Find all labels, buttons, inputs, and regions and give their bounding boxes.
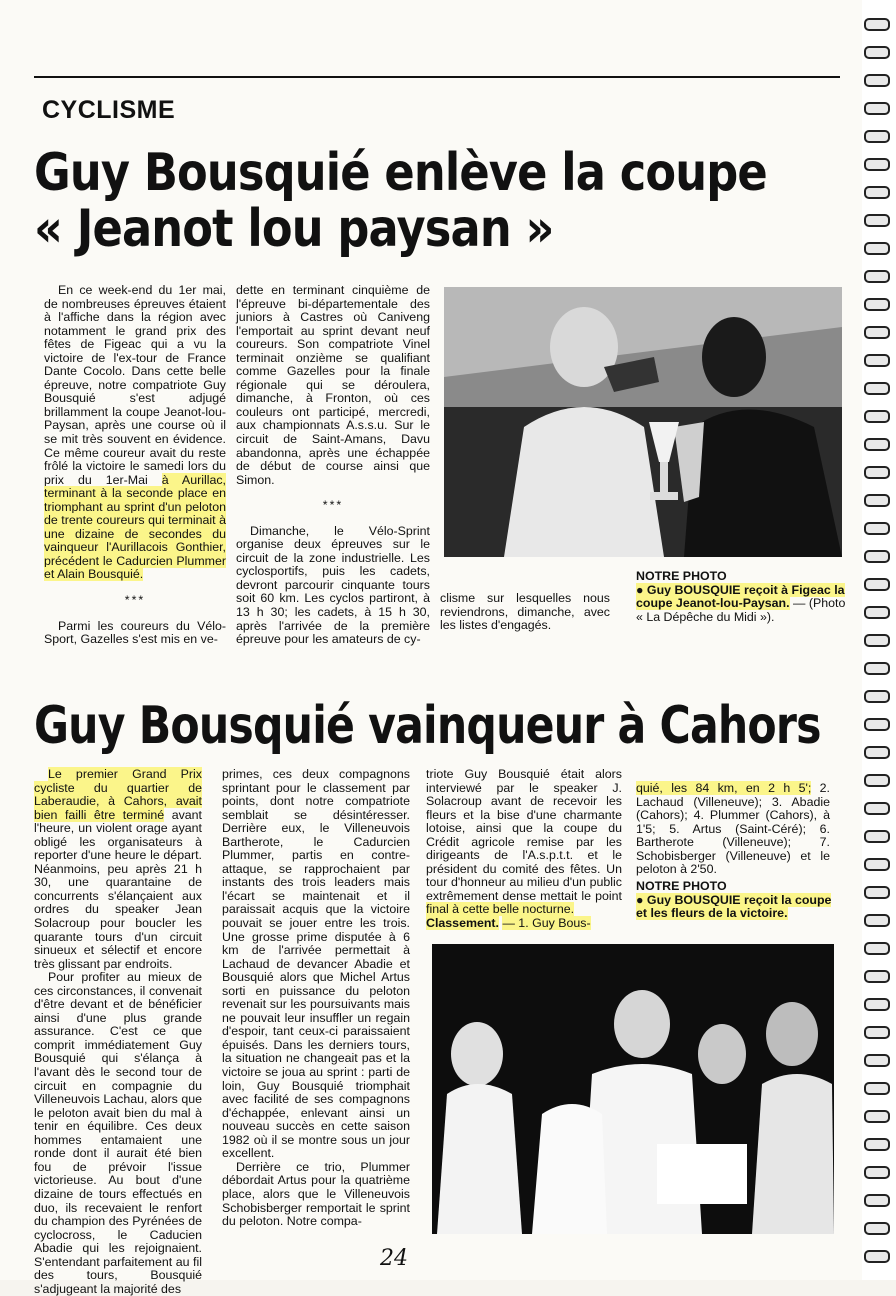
- article1-column-1: [44, 284, 226, 647]
- binding-ring: [864, 774, 890, 787]
- binding-ring: [864, 74, 890, 87]
- binding-ring: [864, 1026, 890, 1039]
- article1-col1-paragraph: [44, 284, 226, 582]
- article2-headline: Guy Bousquié vainqueur à Cahors: [34, 696, 821, 756]
- classement-text: — 1. Guy Bous-: [502, 916, 591, 931]
- binding-ring: [864, 102, 890, 115]
- separator-stars-2: ***: [322, 498, 344, 513]
- spiral-binding: [862, 0, 896, 1280]
- binding-ring: [864, 662, 890, 675]
- binding-ring: [864, 298, 890, 311]
- binding-ring: [864, 718, 890, 731]
- article2-caption-bullet: ● Guy BOUSQUIE reçoit la coupe et les fleurs de la victoire.: [636, 892, 832, 920]
- article2-col2-paragraph2: Derrière ce trio, Plummer débordait Artus pour la quatrième place, alors que le Villeneuvois Schobisberger remportait le sprint du peloton. Notre compa-: [222, 1159, 410, 1229]
- article1-caption: [636, 570, 846, 624]
- binding-ring: [864, 914, 890, 927]
- article2-caption-title: NOTRE PHOTO: [636, 879, 727, 893]
- article2-column-4: [636, 782, 830, 877]
- binding-ring: [864, 606, 890, 619]
- binding-ring: [864, 438, 890, 451]
- article1-col3-paragraph: clisme sur lesquelles nous reviendrons, dimanche, avec les listes d'engagés.: [440, 591, 610, 633]
- binding-ring: [864, 158, 890, 171]
- article2-caption: [636, 880, 836, 921]
- article2-col1-text: avant l'heure, un violent orage ayant obligé les organisateurs à reporter d'une heure le départ. Néanmoins, peu après 21 h 30, une quarantaine de concurrents s'élançaient aux ordres du speaker Jean Solacroup pour boucler les quarante tours d'un circuit sinueux et sélectif et encore très glissant par endroits.: [34, 807, 202, 971]
- article1-caption-credit: — (Photo « La Dépêche du Midi »).: [636, 596, 846, 624]
- article1-headline-line1: Guy Bousquié enlève la coupe: [34, 143, 767, 203]
- article1-col2-paragraph2: Dimanche, le Vélo-Sprint organise deux épreuves sur le circuit de la zone industrielle. Les cyclosportifs, puis les cadets, devront parcourir cinquante tours soit 60 km. Les cyclos partiront, à 13 h 30; les cadets, à 15 h 30, après l'arrivée de la première épreuve pour les amateurs de cy-: [236, 523, 430, 647]
- article2-column-1: [34, 768, 202, 1296]
- binding-ring: [864, 1110, 890, 1123]
- article2-results: [636, 782, 830, 877]
- binding-ring: [864, 1054, 890, 1067]
- top-rule: [34, 76, 840, 78]
- binding-ring: [864, 354, 890, 367]
- article1-caption-title: NOTRE PHOTO: [636, 569, 727, 583]
- article1-column-3: [440, 592, 610, 633]
- binding-ring: [864, 186, 890, 199]
- article2-column-3: [426, 768, 622, 931]
- classement-label: Classement.: [426, 916, 500, 931]
- article1-caption-bullet: ● Guy BOUSQUIE reçoit à Figeac la coupe Jeanot-lou-Paysan.: [636, 582, 845, 610]
- photo-trophy-presentation: [444, 287, 842, 557]
- binding-ring: [864, 690, 890, 703]
- binding-ring: [864, 1194, 890, 1207]
- article2-col1-highlighted: Le premier Grand Prix cycliste du quartier de Laberaudie, à Cahors, avait bien failli être terminé: [34, 767, 202, 822]
- article1-col1-text: En ce week-end du 1er mai, de nombreuses épreuves étaient à l'affiche dans la région avec notamment le grand prix des fêtes de Figeac qui a vu la victoire de l'ex-tour de France Dante Cocolo. Dans cette belle épreuve, notre compatriote Guy Bousquié s'est adjugé brillamment la coupe Jeanot-lou-Paysan, après une course où il se mit très souvent en évidence. Ce même coureur avait du reste frôlé la victoire le samedi lors du prix du 1er-Mai: [44, 283, 226, 487]
- results-text: 2. Lachaud (Villeneuve); 3. Abadie (Cahors); 4. Plummer (Cahors), à 1'5; 5. Artus (Saint-Céré); 6. Bartherote (Villeneuve); 7. Schobisberger (Villeneuve) et le peloton à 2'50.: [636, 781, 830, 877]
- article2-col2-paragraph: primes, ces deux compagnons sprintant pour le classement par points, dont notre compatriote semblait se désintéresser. Derrière eux, le Villeneuvois Bartherote, le Cadurcien Plummer, partis en contre-attaque, se rapprochaient par instants des trois leaders mais l'écart se maintenait et il paraissait acquis que la victoire pouvait se jouer entre les trois. Une grosse prime disputée à 6 km de l'arrivée permettait à Lachaud de devancer Abadie et Bousquié alors que Michel Artus sorti en puissance du peloton revenait sur les poursuivants mais ne pouvait leur insuffler un regain d'espoir, tant ceux-ci paraissaient épuisés. Dans les derniers tours, la situation ne changeait pas et la victoire se joua au sprint : parti de loin, Guy Bousquié triomphait avec facilité de ses compagnons d'échappée, enlevant ainsi un nouveau succès en cette saison 1982 où il se montre sous un jour excellent.: [222, 767, 410, 1161]
- binding-ring: [864, 18, 890, 31]
- binding-ring: [864, 326, 890, 339]
- article2-classement: [426, 917, 622, 931]
- article2-col3-text: triote Guy Bousquié était alors interviewé par le speaker J. Solacroup avant de recevoir les fleurs et la bise d'une charmante lotoise, ainsi que la coupe du Crédit agricole remise par les dirigeants de l'A.s.p.t.t. et le président du comité des fêtes. Un tour d'honneur au milieu d'un public extrêmement dense mettait le point: [426, 767, 622, 903]
- photo-crowd-celebration: [432, 944, 834, 1234]
- binding-ring: [864, 830, 890, 843]
- binding-ring: [864, 858, 890, 871]
- binding-ring: [864, 886, 890, 899]
- binding-ring: [864, 1222, 890, 1235]
- binding-ring: [864, 802, 890, 815]
- binding-ring: [864, 1166, 890, 1179]
- binding-ring: [864, 494, 890, 507]
- page-number: 24: [380, 1246, 408, 1271]
- article1-headline: [34, 145, 767, 257]
- article1-column-2: [236, 284, 430, 647]
- binding-ring: [864, 998, 890, 1011]
- article1-col1-highlighted: à Aurillac, terminant à la seconde place en triomphant au sprint d'un peloton de trente coureurs qui terminait à une dizaine de secondes du vainqueur l'Aurillacois Gonthier, précédent le Cadurcien Plummer et Alain Bousquié.: [44, 472, 226, 582]
- binding-ring: [864, 550, 890, 563]
- section-kicker: CYCLISME: [42, 96, 176, 124]
- article1-photo: [444, 287, 842, 557]
- binding-ring: [864, 382, 890, 395]
- binding-ring: [864, 634, 890, 647]
- article2-col1-paragraph: [34, 768, 202, 971]
- article1-col2-paragraph: dette en terminant cinquième de l'épreuve bi-départementale des juniors à Castres où Caniveng l'emportait au sprint devant neuf coureurs. Son compatriote Vinel terminait onzième se qualifiant comme Gazelles pour la finale régionale qui se déroulera, dimanche, à Fronton, où ces couleurs ont participé, mercredi, aux championnats A.s.s.u. Sur le circuit de Saint-Amans, Davu abandonna, après une échappée de début de course ainsi que Simon.: [236, 283, 430, 487]
- binding-ring: [864, 214, 890, 227]
- binding-ring: [864, 1138, 890, 1151]
- article2-col1-paragraph2: Pour profiter au mieux de ces circonstances, il convenait d'être devant et de bénéficier ainsi d'une plus grande assurance. C'est ce que comprit immédiatement Guy Bousquié qui s'élança à l'avant dès le second tour de circuit en compagnie du Villeneuvois Lachau, alors que le peloton avait bien du mal à tenir en équilibre. Ces deux hommes entamaient une ronde dont il aurait été bien fou de prévoir l'issue victorieuse. Au bout d'une dizaine de tours effectués en duo, ils recevaient le renfort du champion des Pyrénées de cyclocross, le Caducien Abadie qui les rejoignaient. S'entendant parfaitement au fil des tours, Bousquié s'adjugeant la majorité des: [34, 970, 202, 1296]
- binding-ring: [864, 46, 890, 59]
- binding-ring: [864, 970, 890, 983]
- binding-ring: [864, 1250, 890, 1263]
- separator-stars: ***: [124, 593, 146, 608]
- article2-col3-paragraph: [426, 768, 622, 917]
- binding-ring: [864, 578, 890, 591]
- article2-photo: [432, 944, 834, 1234]
- binding-ring: [864, 242, 890, 255]
- binding-ring: [864, 746, 890, 759]
- article1-col1-paragraph2: Parmi les coureurs du Vélo-Sport, Gazelles s'est mis en ve-: [44, 618, 226, 647]
- binding-ring: [864, 1082, 890, 1095]
- binding-ring: [864, 942, 890, 955]
- article2-column-2: [222, 768, 410, 1229]
- binding-ring: [864, 466, 890, 479]
- binding-ring: [864, 270, 890, 283]
- article2-col3-highlighted: final à cette belle nocturne.: [426, 902, 575, 917]
- binding-ring: [864, 130, 890, 143]
- results-highlighted: quié, les 84 km, en 2 h 5';: [636, 781, 812, 795]
- article1-headline-line2: « Jeanot lou paysan »: [34, 199, 554, 259]
- binding-ring: [864, 410, 890, 423]
- binding-ring: [864, 522, 890, 535]
